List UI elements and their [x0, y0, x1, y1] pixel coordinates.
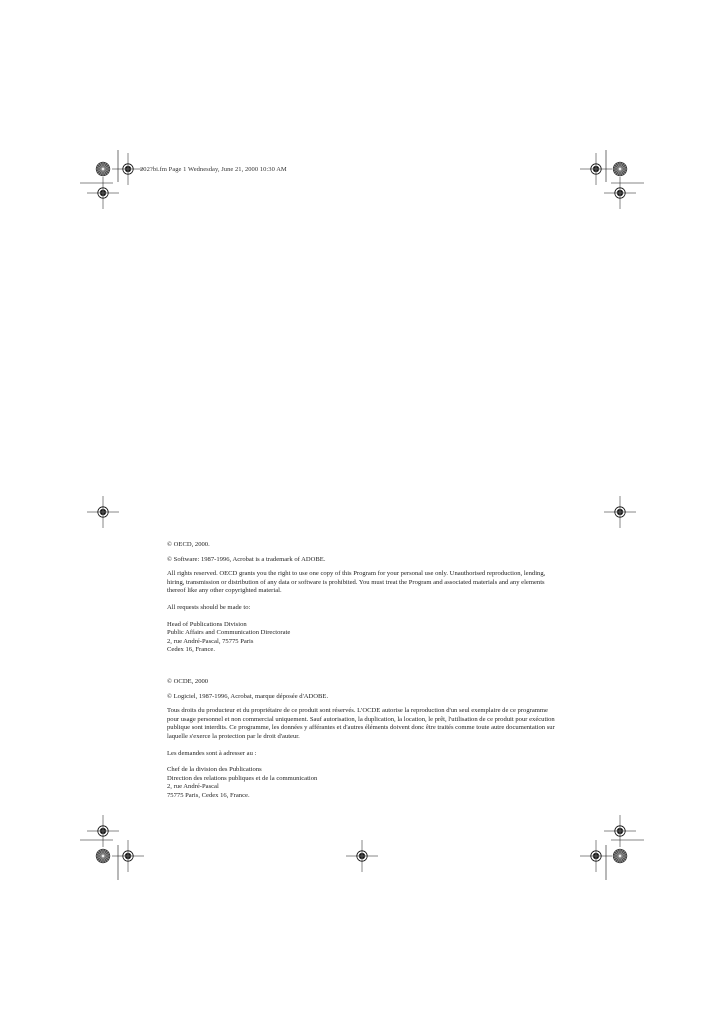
- registration-mark-icon: [87, 815, 119, 847]
- rights-paragraph: All rights reserved. OECD grants you the right to use one copy of this Program for your personal use only. Unauthorised reproduction, lending, hiring, transmission or distribution of any data or software is prohibited. You must treat the Program and associated materials and any elements thereof like any other copyrighted material.: [167, 570, 546, 595]
- requests-line: All requests should be made to:: [167, 603, 251, 611]
- file-slug: 202?bi.fm Page 1 Wednesday, June 21, 2000 10:30 AM: [140, 166, 287, 173]
- address-line: 2, rue André-Pascal: [167, 783, 219, 791]
- software-line: © Logiciel, 1987-1996, Acrobat, marque déposée d'ADOBE.: [167, 692, 329, 700]
- copyright-line: © OCDE, 2000: [167, 677, 209, 685]
- registration-mark-icon: [604, 815, 636, 847]
- address-line: 75775 Paris, Cedex 16, France.: [167, 791, 250, 799]
- registration-mark-icon: [87, 177, 119, 209]
- registration-mark-icon: [580, 840, 612, 872]
- address-line: Head of Publications Division: [167, 620, 247, 628]
- postal-address: [167, 621, 561, 655]
- registration-mark-icon: [87, 496, 119, 528]
- address-line: Cedex 16, France.: [167, 646, 215, 654]
- rights-paragraph: Tous droits du producteur et du propriétaire de ce produit sont réservés. L'OCDE autorise la reproduction d'un seul exemplaire de ce programme pour usage personnel et non commercial uniquement. Sauf autorisation, la duplication, la location, le prêt, l'utilisation de ce produit pour exécution publique sont interdits. Ce programme, les données y afférantes et d'autres éléments doivent donc être traités comme toute autre documentation sur laquelle s'exerce la protection par le droit d'auteur.: [167, 707, 555, 740]
- french-section: [167, 678, 561, 801]
- registration-mark-icon: [604, 496, 636, 528]
- color-rosette-icon: [613, 162, 627, 176]
- copyright-notice: [167, 541, 561, 800]
- postal-address: [167, 766, 561, 800]
- registration-mark-icon: [346, 840, 378, 872]
- english-section: [167, 541, 561, 655]
- color-rosette-icon: [96, 162, 110, 176]
- registration-mark-icon: [604, 177, 636, 209]
- copyright-line: © OECD, 2000.: [167, 541, 210, 548]
- color-rosette-icon: [96, 849, 110, 863]
- address-line: Chef de la division des Publications: [167, 766, 262, 774]
- address-line: 2, rue André-Pascal, 75775 Paris: [167, 637, 254, 645]
- address-line: Direction des relations publiques et de la communication: [167, 774, 318, 782]
- address-line: Public Affairs and Communication Directorate: [167, 629, 291, 637]
- requests-line: Les demandes sont à adresser au :: [167, 749, 257, 757]
- software-line: © Software: 1987-1996, Acrobat is a trademark of ADOBE.: [167, 555, 326, 563]
- color-rosette-icon: [613, 849, 627, 863]
- registration-mark-icon: [112, 840, 144, 872]
- registration-mark-icon: [580, 153, 612, 185]
